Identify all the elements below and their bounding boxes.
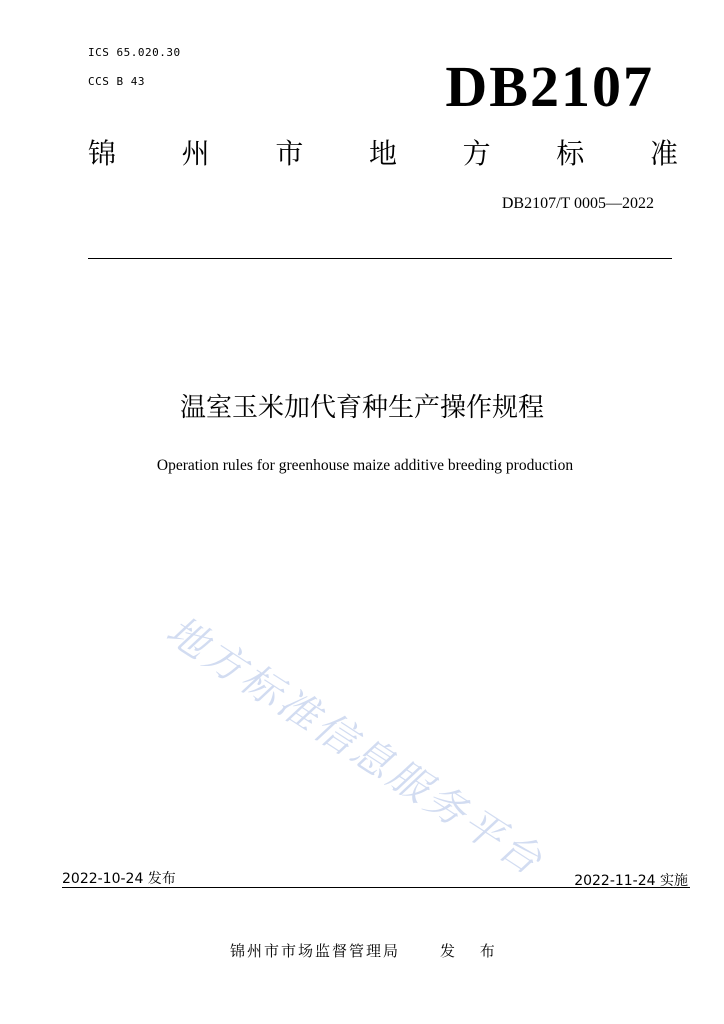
release-label: 发 布: [440, 942, 505, 960]
title-english: Operation rules for greenhouse maize additive breeding production: [156, 457, 574, 474]
standard-type-char: 市: [275, 137, 304, 170]
standard-type-char: 方: [462, 137, 491, 170]
title-chinese: 温室玉米加代育种生产操作规程: [179, 393, 544, 423]
standard-type-char: 准: [649, 137, 678, 170]
watermark: 地方标准信息服务平台: [158, 607, 553, 886]
issue-date: 2022-10-24 发布: [62, 871, 176, 887]
ics-code: ICS 65.020.30: [88, 46, 181, 59]
implementation-date: 2022-11-24 实施: [574, 873, 688, 889]
issuer-name: 锦州市市场监督管理局: [230, 942, 401, 960]
standard-number: DB2107/T 0005—2022: [501, 195, 654, 212]
standard-type: [88, 137, 678, 170]
issuer-row: [230, 940, 505, 961]
header-divider: [88, 258, 672, 259]
standard-type-char: 标: [556, 137, 585, 170]
standard-code: DB2107: [445, 54, 654, 119]
ccs-code: CCS B 43: [88, 75, 145, 88]
standard-type-char: 地: [368, 137, 397, 170]
footer-divider: [62, 887, 690, 888]
standard-type-char: 锦: [88, 137, 117, 170]
standard-type-char: 州: [181, 137, 210, 170]
